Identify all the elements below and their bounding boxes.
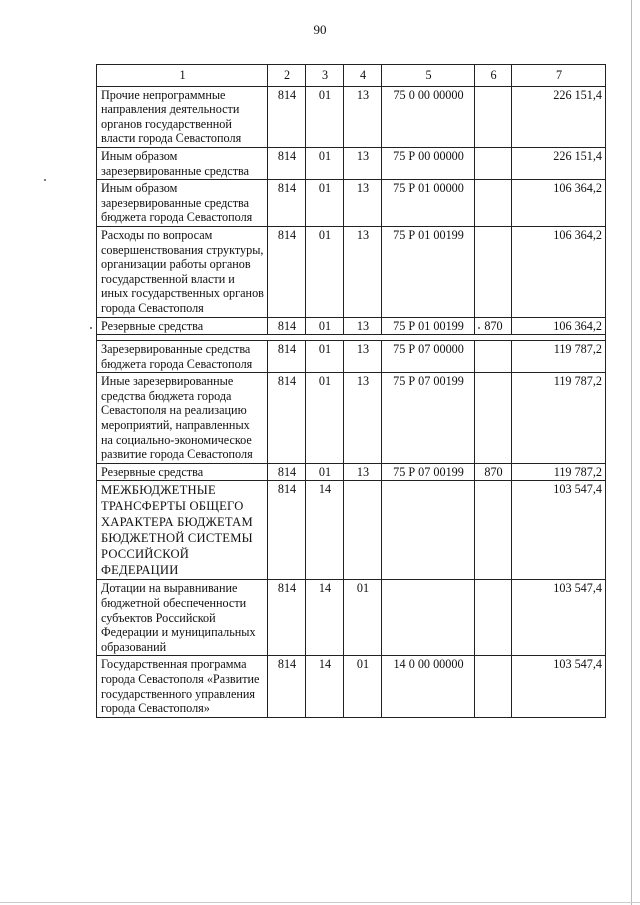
row-subsection: 13 — [344, 147, 382, 179]
row-amount: 103 547,4 — [512, 580, 606, 656]
row-section: 14 — [306, 656, 344, 717]
row-section: 01 — [306, 463, 344, 481]
row-ministry-code: 814 — [268, 226, 306, 317]
row-target-article — [382, 481, 475, 580]
row-name: МЕЖБЮДЖЕТНЫЕ ТРАНСФЕРТЫ ОБЩЕГО ХАРАКТЕРА БЮДЖЕТАМ БЮДЖЕТНОЙ СИСТЕМЫ РОССИЙСКОЙ ФЕДЕРАЦИИ — [97, 481, 268, 580]
header-col-5: 5 — [382, 65, 475, 87]
row-expense-type: 870 — [475, 463, 512, 481]
table-row — [97, 373, 606, 464]
row-amount: 103 547,4 — [512, 656, 606, 717]
table-row — [97, 86, 606, 147]
row-target-article: 75 Р 00 00000 — [382, 147, 475, 179]
row-target-article — [382, 580, 475, 656]
row-target-article: 75 Р 01 00199 — [382, 317, 475, 335]
row-subsection — [344, 481, 382, 580]
row-ministry-code: 814 — [268, 373, 306, 464]
row-subsection: 13 — [344, 226, 382, 317]
row-expense-type — [475, 656, 512, 717]
row-name: Государственная программа города Севастополя «Развитие государственного управления города Севастополя» — [97, 656, 268, 717]
row-section: 14 — [306, 580, 344, 656]
row-target-article: 75 Р 07 00199 — [382, 373, 475, 464]
header-col-4: 4 — [344, 65, 382, 87]
row-ministry-code: 814 — [268, 317, 306, 335]
row-amount: 106 364,2 — [512, 317, 606, 335]
table-row — [97, 656, 606, 717]
row-expense-type — [475, 147, 512, 179]
row-section: 14 — [306, 481, 344, 580]
row-name: Дотации на выравнивание бюджетной обеспеченности субъектов Российской Федерации и муниципальных образований — [97, 580, 268, 656]
row-target-article: 75 Р 01 00000 — [382, 180, 475, 227]
header-col-6: 6 — [475, 65, 512, 87]
row-section: 01 — [306, 147, 344, 179]
row-name: Иным образом зарезервированные средства бюджета города Севастополя — [97, 180, 268, 227]
row-name: Прочие непрограммные направления деятельности органов государственной власти города Севастополя — [97, 86, 268, 147]
header-row — [97, 65, 606, 87]
budget-table — [96, 64, 606, 718]
row-expense-type — [475, 86, 512, 147]
row-name: Иным образом зарезервированные средства — [97, 147, 268, 179]
row-target-article: 75 Р 07 00000 — [382, 341, 475, 373]
row-ministry-code: 814 — [268, 580, 306, 656]
table-row — [97, 180, 606, 227]
table-row — [97, 226, 606, 317]
row-amount: 106 364,2 — [512, 226, 606, 317]
row-ministry-code: 814 — [268, 86, 306, 147]
row-ministry-code: 814 — [268, 463, 306, 481]
row-subsection: 13 — [344, 180, 382, 227]
header-col-3: 3 — [306, 65, 344, 87]
row-target-article: 75 0 00 00000 — [382, 86, 475, 147]
row-amount: 103 547,4 — [512, 481, 606, 580]
page-number: 90 — [313, 22, 327, 37]
row-subsection: 13 — [344, 341, 382, 373]
row-ministry-code: 814 — [268, 656, 306, 717]
row-ministry-code: 814 — [268, 180, 306, 227]
row-section: 01 — [306, 341, 344, 373]
row-name: Резервные средства — [97, 317, 268, 335]
row-section: 01 — [306, 317, 344, 335]
header-col-1: 1 — [97, 65, 268, 87]
table-row — [97, 463, 606, 481]
table-row — [97, 317, 606, 335]
row-amount: 226 151,4 — [512, 147, 606, 179]
row-amount: 119 787,2 — [512, 373, 606, 464]
scan-bottom-line — [0, 902, 640, 903]
row-expense-type — [475, 481, 512, 580]
row-subsection: 13 — [344, 463, 382, 481]
row-section: 01 — [306, 180, 344, 227]
scan-edge-line — [631, 0, 632, 905]
row-expense-type — [475, 180, 512, 227]
row-subsection: 13 — [344, 86, 382, 147]
row-amount: 119 787,2 — [512, 463, 606, 481]
header-col-2: 2 — [268, 65, 306, 87]
row-expense-type — [475, 226, 512, 317]
table-row — [97, 580, 606, 656]
row-amount: 106 364,2 — [512, 180, 606, 227]
row-target-article: 75 Р 01 00199 — [382, 226, 475, 317]
row-subsection: 01 — [344, 656, 382, 717]
row-name: Резервные средства — [97, 463, 268, 481]
row-name: Иные зарезервированные средства бюджета города Севастополя на реализацию мероприятий, направленных на социально-экономическое развитие города Севастополя — [97, 373, 268, 464]
row-name: Зарезервированные средства бюджета города Севастополя — [97, 341, 268, 373]
scan-speck — [90, 327, 92, 329]
row-expense-type: 870 — [475, 317, 512, 335]
row-section: 01 — [306, 373, 344, 464]
row-ministry-code: 814 — [268, 147, 306, 179]
row-ministry-code: 814 — [268, 341, 306, 373]
row-target-article: 14 0 00 00000 — [382, 656, 475, 717]
row-section: 01 — [306, 226, 344, 317]
header-col-7: 7 — [512, 65, 606, 87]
scan-speck — [44, 179, 46, 181]
row-ministry-code: 814 — [268, 481, 306, 580]
row-subsection: 01 — [344, 580, 382, 656]
row-expense-type — [475, 341, 512, 373]
row-name: Расходы по вопросам совершенствования структуры, организации работы органов государственной власти и иных государственных органов города Севастополя — [97, 226, 268, 317]
table-row — [97, 147, 606, 179]
row-section: 01 — [306, 86, 344, 147]
table-row — [97, 341, 606, 373]
row-expense-type — [475, 580, 512, 656]
row-subsection: 13 — [344, 317, 382, 335]
row-amount: 119 787,2 — [512, 341, 606, 373]
table-row — [97, 481, 606, 580]
row-target-article: 75 Р 07 00199 — [382, 463, 475, 481]
row-expense-type — [475, 373, 512, 464]
row-amount: 226 151,4 — [512, 86, 606, 147]
row-subsection: 13 — [344, 373, 382, 464]
